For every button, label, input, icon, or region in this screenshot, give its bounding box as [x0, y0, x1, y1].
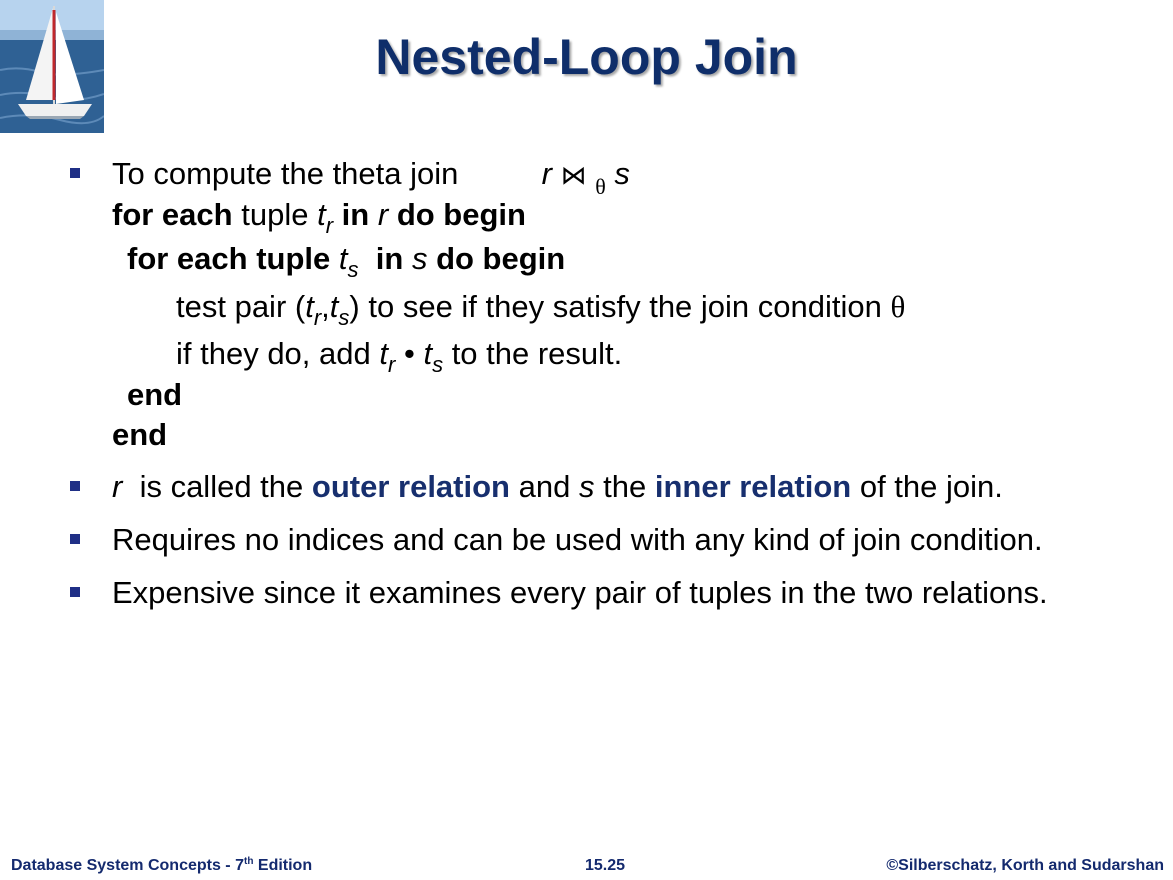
join-left-relation: r — [541, 156, 552, 191]
code-text: test pair ( — [176, 289, 306, 324]
concat-symbol: • — [403, 336, 415, 371]
text: and — [518, 469, 571, 504]
join-symbol: ⋈ — [560, 161, 587, 191]
bullet-marker — [70, 534, 80, 544]
code-line-5: end — [127, 377, 183, 412]
relation-r: r — [112, 469, 123, 504]
code-line-4 — [176, 336, 623, 377]
footer-copyright: ©Silberschatz, Korth and Sudarshan — [886, 857, 1164, 874]
code-var: t — [338, 241, 348, 276]
page-number: 15.25 — [585, 857, 626, 874]
code-keyword: in — [375, 241, 404, 276]
code-line-6: end — [112, 417, 168, 452]
join-right-relation: s — [614, 156, 630, 191]
code-line-2 — [127, 241, 566, 282]
text: is called the — [139, 469, 304, 504]
code-text: , — [321, 289, 330, 324]
footer-left — [11, 857, 312, 875]
bullet-marker — [70, 481, 80, 491]
code-sub: s — [432, 352, 444, 377]
footer-book-title: Database System Concepts - 7 — [11, 857, 244, 874]
relation-s: s — [578, 469, 595, 504]
code-var: r — [377, 197, 389, 232]
code-var: s — [411, 241, 428, 276]
join-theta: θ — [595, 174, 606, 199]
code-keyword: for each tuple — [127, 241, 331, 276]
intro-text: To compute the theta join — [112, 156, 459, 191]
code-line-3 — [176, 289, 906, 330]
bullet-4-text: Expensive since it examines every pair of tuples in the two relations. — [112, 575, 1048, 610]
slide-title: Nested-Loop Join — [375, 29, 798, 85]
code-keyword: for each — [112, 197, 233, 232]
code-line-1 — [112, 197, 526, 238]
code-text: to the result. — [451, 336, 623, 371]
bullet-2-text — [112, 469, 1003, 505]
outer-relation-term: outer relation — [311, 469, 510, 504]
text: of the join. — [859, 469, 1003, 504]
code-var: t — [329, 289, 339, 324]
code-var: t — [317, 197, 326, 232]
inner-relation-term: inner relation — [654, 469, 852, 504]
code-sub: s — [338, 305, 350, 330]
code-var: t — [305, 289, 314, 324]
text: the — [603, 469, 647, 504]
bullet-3-text: Requires no indices and can be used with any kind of join condition. — [112, 522, 1043, 557]
footer-edition: Edition — [257, 857, 313, 874]
code-sub: s — [347, 257, 359, 282]
code-keyword: do begin — [396, 197, 526, 232]
code-sub: r — [313, 305, 322, 330]
footer-superscript: th — [243, 856, 254, 867]
code-var: t — [379, 336, 388, 371]
code-sub: r — [388, 352, 396, 377]
code-text: if they do, add — [176, 336, 371, 371]
code-keyword: in — [341, 197, 370, 232]
code-keyword: do begin — [436, 241, 566, 276]
code-text: tuple — [241, 197, 309, 232]
bullet-marker — [70, 168, 80, 178]
code-text: ) to see if they satisfy the join condition — [349, 289, 882, 324]
code-var: t — [423, 336, 433, 371]
intro-line — [112, 156, 630, 199]
code-sub: r — [325, 213, 334, 238]
bullet-marker — [70, 587, 80, 597]
theta-symbol: θ — [890, 289, 906, 324]
